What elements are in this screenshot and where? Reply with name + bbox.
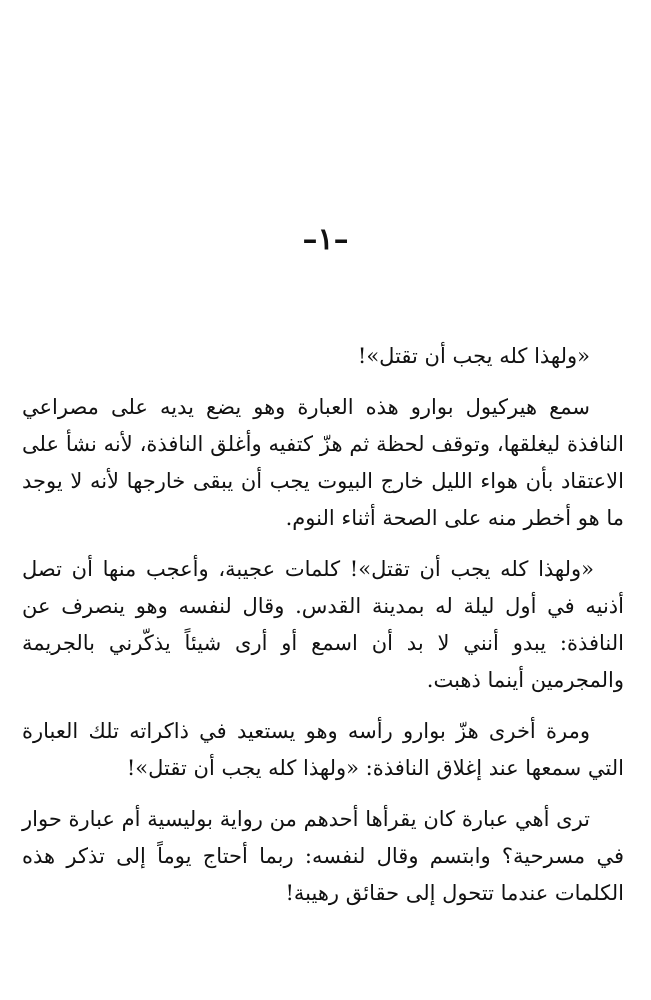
paragraph-opening-quote: «ولهذا كله يجب أن تقتل»! <box>357 344 590 368</box>
paragraph: سمع هيركيول بوارو هذه العبارة وهو يضع يديه على مصراعي النافذة ليغلقها، وتوقف لحظة ثم هزّ كتفيه وأغلق النافذة، لأنه نشأ على الاعتقاد بأن هواء الليل خارج البيوت يجب أن يبقى خارجها لأنه لا يوجد ما هو أخطر منه على الصحة أثناء النوم. <box>22 395 624 530</box>
paragraph: «ولهذا كله يجب أن تقتل»! كلمات عجيبة، وأعجب منها أن تصل أذنيه في أول ليلة له بمدينة القدس. وقال لنفسه وهو ينصرف عن النافذة: يبدو أنني لا بد أن اسمع أو أرى شيئاً يذكّرني بالجريمة والمجرمين أينما ذهبت. <box>22 557 624 692</box>
paragraph: ومرة أخرى هزّ بوارو رأسه وهو يستعيد في ذاكراته تلك العبارة التي سمعها عند إغلاق النافذة: «ولهذا كله يجب أن تقتل»! <box>22 719 624 780</box>
chapter-text-body <box>22 338 624 926</box>
paragraph: ترى أهي عبارة كان يقرأها أحدهم من رواية بوليسية أم عبارة حوار في مسرحية؟ وابتسم وقال لنفسه: ربما أحتاج يوماً إلى تذكر هذه الكلمات عندما تتحول إلى حقائق رهيبة! <box>22 807 624 905</box>
chapter-number-heading: –١– <box>302 222 349 257</box>
